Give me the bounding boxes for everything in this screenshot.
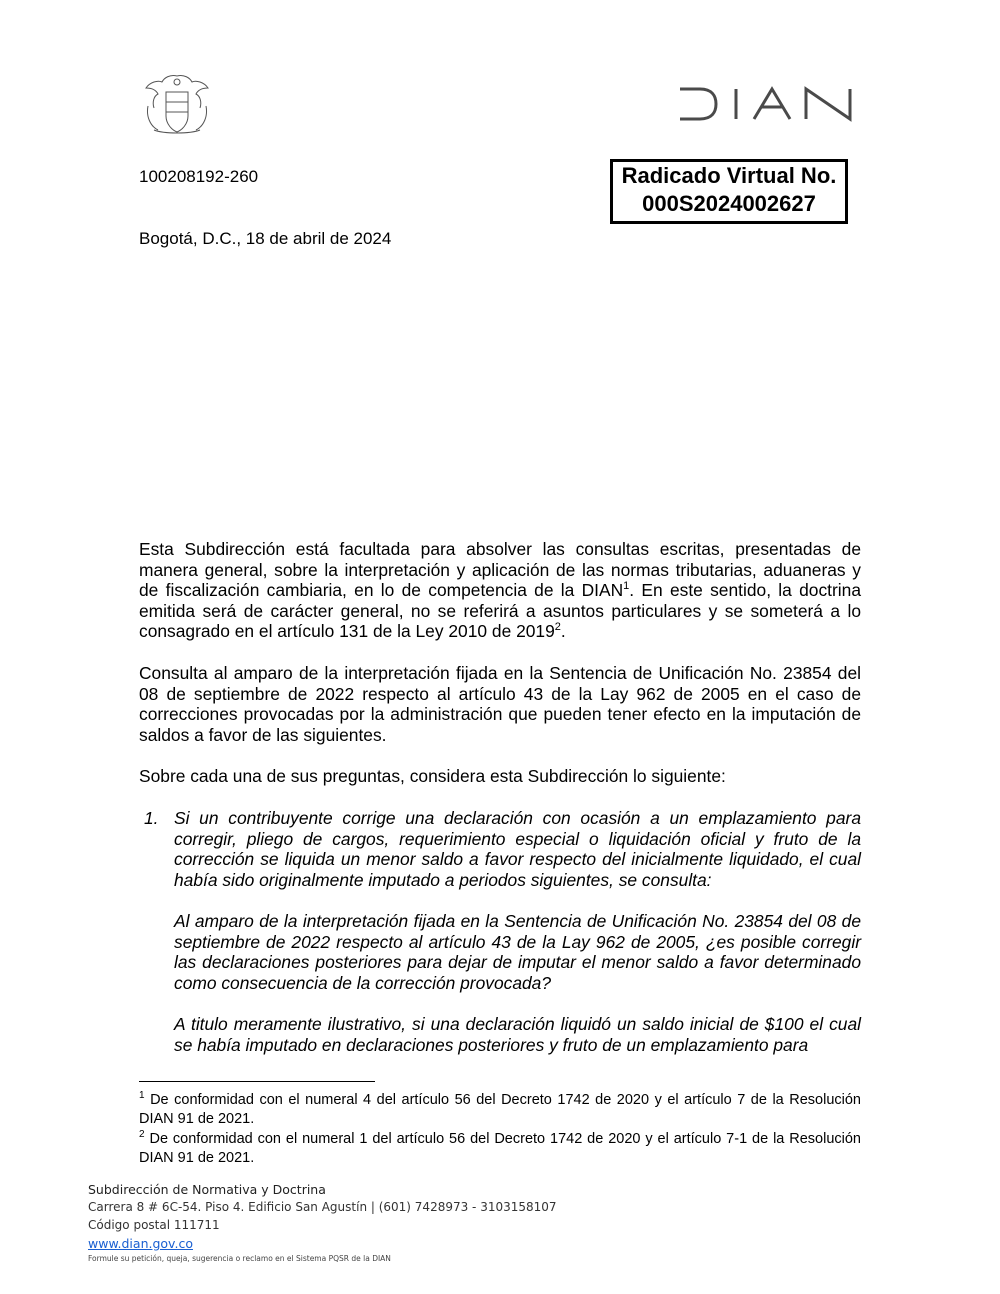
reference-number: 100208192-260 (139, 167, 259, 186)
question-1-paragraph-2: Al amparo de la interpretación fijada en la Sentencia de Unificación No. 23854 del 08 de septiembre de 2022 respecto al artículo 43 de la Lay 962 de 2005, ¿es posible corregir las declaraciones posteriores para dejar de imputar el menor saldo a favor determinado como consecuencia de la corrección provocada? (174, 911, 861, 993)
footer-address: Carrera 8 # 6C-54. Piso 4. Edificio San Agustín | (601) 7428973 - 3103158107 (88, 1200, 557, 1214)
footer-website-link[interactable]: www.dian.gov.co (88, 1236, 193, 1251)
footnote-2-number: 2 (139, 1129, 145, 1141)
intro-text-c: . (560, 621, 566, 642)
footer-postal-code: Código postal 111711 (88, 1218, 220, 1232)
consulta-paragraph: Consulta al amparo de la interpretación fijada en la Sentencia de Unificación No. 23854 del 08 de septiembre de 2022 respecto al artículo 43 de la Lay 962 de 2005 en el caso de correcciones provocadas por la administración que pueden tener efecto en la imputación de saldos a favor de las siguientes. (139, 663, 861, 745)
footnote-1-number: 1 (139, 1090, 145, 1102)
footnote-ref-1: 1 (623, 580, 630, 593)
footer-pqsr-note: Formule su petición, queja, sugerencia o reclamo en el Sistema PQSR de la DIAN (88, 1254, 391, 1263)
question-1-text: Si un contribuyente corrige una declaración con ocasión a un emplazamiento para corregir, pliego de cargos, requerimiento especial o liquidación oficial y fruto de la corrección se liquida un menor saldo a favor respecto del inicialmente liquidado, el cual había sido originalmente imputado a periodos siguientes, se consulta: (174, 808, 861, 890)
footer-office: Subdirección de Normativa y Doctrina (88, 1182, 326, 1197)
letter-date: Bogotá, D.C., 18 de abril de 2024 (139, 229, 392, 248)
footnote-2 (139, 1130, 861, 1168)
radicado-box (610, 159, 848, 224)
colombia-coat-of-arms-icon (140, 72, 214, 138)
question-number: 1. (144, 808, 159, 828)
intro-text-b: . En este sentido, la doctrina emitida será de carácter general, no se referirá a asuntos particulares y se someterá a lo consagrado en el artículo 131 de la Ley 2010 de 2019 (139, 580, 861, 642)
footnote-ref-2: 2 (554, 621, 561, 634)
question-1-paragraph-3: A titulo meramente ilustrativo, si una declaración liquidó un saldo inicial de $100 el cual se había imputado en declaraciones posteriores y fruto de un emplazamiento para (174, 1014, 861, 1055)
radicado-label: Radicado Virtual No. (621, 163, 837, 188)
radicado-number: 000S2024002627 (642, 191, 816, 216)
intro-text-a: Esta Subdirección está facultada para absolver las consultas escritas, presentadas de manera general, sobre la interpretación y aplicación de las normas tributarias, aduaneras y de fiscalización cambiaria, en lo de competencia de la DIAN (139, 539, 861, 601)
footnote-1 (139, 1091, 861, 1129)
preguntas-intro: Sobre cada una de sus preguntas, considera esta Subdirección lo siguiente: (139, 766, 726, 786)
footnote-divider (139, 1081, 375, 1082)
footnote-2-text: De conformidad con el numeral 1 del artículo 56 del Decreto 1742 de 2020 y el artículo 7-1 de la Resolución DIAN 91 de 2021. (139, 1131, 861, 1166)
dian-logo (678, 86, 858, 122)
intro-paragraph (139, 539, 861, 642)
footnote-1-text: De conformidad con el numeral 4 del artículo 56 del Decreto 1742 de 2020 y el artículo 7 de la Resolución DIAN 91 de 2021. (139, 1092, 861, 1127)
